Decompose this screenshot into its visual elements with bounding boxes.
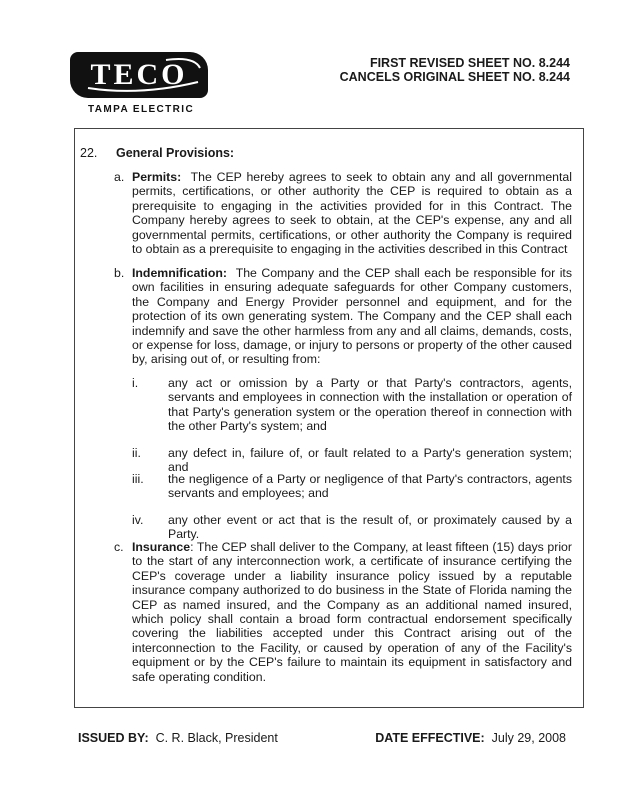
date-effective-value: July 29, 2008 (491, 731, 566, 745)
logo-mark (70, 52, 208, 98)
item-b-sub-4-num: iv. (132, 513, 144, 527)
section-number: 22. (80, 146, 98, 160)
section-title: General Provisions: (116, 146, 235, 160)
item-c-title: Insurance (132, 540, 191, 554)
issued-by (78, 731, 278, 745)
item-c-text: : The CEP shall deliver to the Company, at least fifteen (15) days prior to the start of any interconnection work, a certificate of insurance certifying the CEP's coverage under a liability insurance policy issued by a reputable insurance company authorized to do business in the State of Florida naming the CEP as named insured, and the Company as an additional named insured, which policy shall contain a broad form contractual endorsement specifically covering the liabilities accepted under this Contract arising out of the interconnection to the Facility, or caused by operation of any of the Facility's equipment or by the CEP's failure to maintain its equipment in satisfactory and safe operating condition. (132, 540, 572, 684)
item-a-text: The CEP hereby agrees to seek to obtain any and all governmental permits, certifications, or other authority the CEP is required to obtain as a prerequisite to engaging in the activities provided for in this Contract. The Company hereby agrees to seek to obtain, at the CEP's expense, any and all governmental permits, certifications, or other authority the Company is required to obtain as a prerequisite to engaging in the activities described in this Contract (132, 170, 572, 257)
item-b-sub-2-text: any defect in, failure of, or fault related to a Party's generation system; and (168, 446, 572, 475)
sheet-line-2: CANCELS ORIGINAL SHEET NO. 8.244 (339, 70, 570, 84)
sheet-line-1: FIRST REVISED SHEET NO. 8.244 (369, 56, 570, 70)
sheet-number (340, 56, 570, 84)
logo-subtitle: TAMPA ELECTRIC (88, 104, 195, 115)
issued-by-value: C. R. Black, President (155, 731, 278, 745)
item-b-sub-1-num: i. (132, 376, 139, 390)
item-a-letter: a. (114, 170, 125, 184)
item-b-sub-3-text: the negligence of a Party or negligence of that Party's contractors, agents servants and employees; and (168, 472, 572, 501)
logo-text: TECO (90, 58, 188, 91)
date-effective (375, 731, 566, 745)
item-c-paragraph (132, 540, 572, 684)
item-b-text: The Company and the CEP shall each be responsible for its own facilities in ensuring adequate safeguards for other Company customers, the Company and Energy Provider personnel and equipment, and for the protection of its own generating system. The Company and the CEP shall each indemnify and save the other harmless from any and all claims, demands, costs, or expense for loss, damage, or injury to persons or property of the other caused by, arising out of, or resulting from: (132, 266, 572, 367)
item-b-letter: b. (114, 266, 125, 280)
item-a-paragraph (132, 170, 572, 256)
date-effective-label: DATE EFFECTIVE: (375, 731, 485, 745)
item-b-sub-3-num: iii. (132, 472, 144, 486)
item-a-title: Permits: (132, 170, 182, 184)
item-c-letter: c. (114, 540, 124, 554)
item-b-sub-2-num: ii. (132, 446, 141, 460)
item-b-sub-4-text: any other event or act that is the result of, or proximately caused by a Party. (168, 513, 572, 542)
issued-by-label: ISSUED BY: (78, 731, 149, 745)
item-b-title: Indemnification: (132, 266, 227, 280)
item-b-paragraph (132, 266, 572, 367)
item-b-sub-1-text: any act or omission by a Party or that Party's contractors, agents, servants and employees in connection with the installation or operation of that Party's generation system or the operation thereof in connection with the other Party's system; and (168, 376, 572, 434)
teco-logo (62, 52, 220, 122)
